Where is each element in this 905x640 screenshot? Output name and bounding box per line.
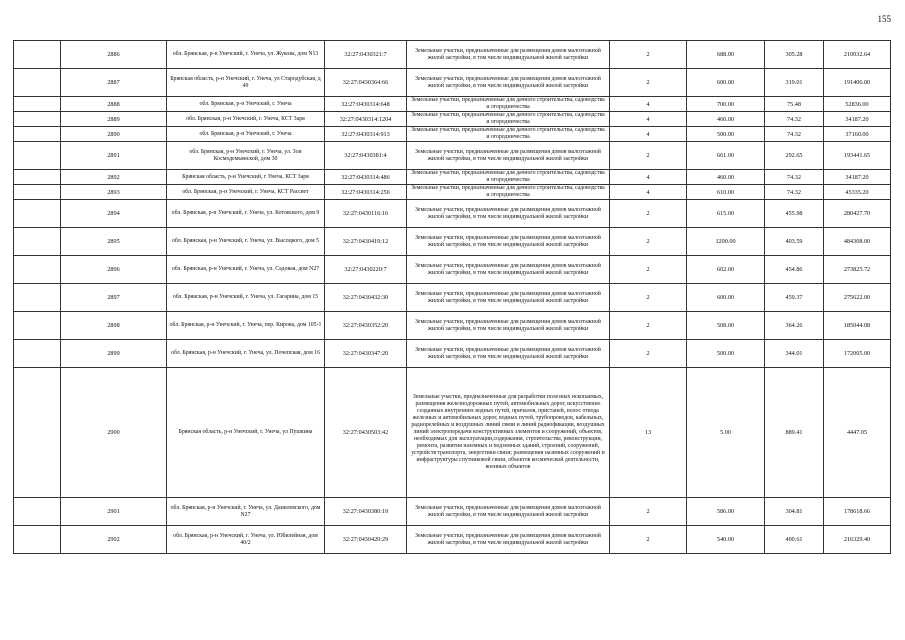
area-cell: 500.00	[687, 340, 765, 368]
rate-cell: 403.59	[765, 228, 824, 256]
address-cell: Брянская область, р-н Унечский, г. Унеча, ул Стародубская, д 49	[167, 69, 325, 97]
rate-cell: 319.01	[765, 69, 824, 97]
row-number: 2891	[61, 142, 167, 170]
land-use-cell: Земельные участки, предназначенные для размещения домов малоэтажной жилой застройки, в том числе индивидуальной жилой застройки	[407, 340, 610, 368]
rate-cell: 74.32	[765, 127, 824, 142]
use-code-cell: 2	[610, 228, 687, 256]
cadastral-value-cell: 34187.20	[824, 170, 891, 185]
rate-cell: 455.98	[765, 200, 824, 228]
land-use-cell: Земельные участки, предназначенные для размещения домов малоэтажной жилой застройки, в том числе индивидуальной жилой застройки	[407, 69, 610, 97]
address-cell: обл. Брянская, р-н Унечский, г. Унеча	[167, 127, 325, 142]
address-cell: обл. Брянская, р-н Унечский, г. Унеча, КСТ Заря	[167, 112, 325, 127]
cadastral-number-cell: 32:27:0430419:12	[325, 228, 407, 256]
area-cell: 460.00	[687, 170, 765, 185]
table-row	[14, 284, 891, 312]
rate-cell: 305.28	[765, 41, 824, 69]
area-cell: 5.00	[687, 368, 765, 498]
area-cell: 688.00	[687, 41, 765, 69]
use-code-cell: 2	[610, 498, 687, 526]
blank-cell	[14, 228, 61, 256]
land-use-cell: Земельные участки, предназначенные для дачного строительства, садоводства и огородничества	[407, 112, 610, 127]
cadastral-value-cell: 210032.64	[824, 41, 891, 69]
cadastral-number-cell: 32:27:0430347:20	[325, 340, 407, 368]
use-code-cell: 4	[610, 185, 687, 200]
land-use-cell: Земельные участки, предназначенные для дачного строительства, садоводства и огородничества	[407, 127, 610, 142]
blank-cell	[14, 97, 61, 112]
row-number: 2893	[61, 185, 167, 200]
blank-cell	[14, 312, 61, 340]
row-number: 2901	[61, 498, 167, 526]
table-row	[14, 97, 891, 112]
address-cell: Брянская область, р-н Унечский, г Унеча, КСТ Заря	[167, 170, 325, 185]
row-number: 2900	[61, 368, 167, 498]
use-code-cell: 4	[610, 127, 687, 142]
address-cell: обл. Брянская, р-н Унечский, г. Унеча, ул. Гагарина, дом 15	[167, 284, 325, 312]
use-code-cell: 2	[610, 256, 687, 284]
land-use-cell: Земельные участки, предназначенные для дачного строительства, садоводства и огородничества	[407, 185, 610, 200]
cadastral-value-cell: 37160.00	[824, 127, 891, 142]
rate-cell: 344.01	[765, 340, 824, 368]
blank-cell	[14, 69, 61, 97]
area-cell: 508.00	[687, 312, 765, 340]
page-number: 155	[877, 14, 891, 24]
use-code-cell: 4	[610, 97, 687, 112]
area-cell: 602.00	[687, 256, 765, 284]
blank-cell	[14, 41, 61, 69]
row-number: 2895	[61, 228, 167, 256]
area-cell: 700.00	[687, 97, 765, 112]
table-row	[14, 498, 891, 526]
rate-cell: 74.32	[765, 185, 824, 200]
table-row	[14, 142, 891, 170]
table-body	[14, 41, 891, 554]
address-cell: обл. Брянская, р-н Унечский, г. Унеча, КСТ Рассвет	[167, 185, 325, 200]
row-number: 2902	[61, 526, 167, 554]
cadastral-value-cell: 280427.70	[824, 200, 891, 228]
blank-cell	[14, 200, 61, 228]
table-row	[14, 127, 891, 142]
address-cell: обл. Брянская, р-н Унечский, г. Унеча, ул. Зои Космодемьянской, дом 30	[167, 142, 325, 170]
address-cell: обл. Брянская, р-н Унечский, г. Унеча, ул. Жукова, дом N13	[167, 41, 325, 69]
use-code-cell: 13	[610, 368, 687, 498]
cadastral-number-cell: 32:27:0430352:20	[325, 312, 407, 340]
cadastral-number-cell: 32:27:0430116:16	[325, 200, 407, 228]
cadastral-number-cell: 32:27:0430314:913	[325, 127, 407, 142]
rate-cell: 364.26	[765, 312, 824, 340]
cadastral-value-cell: 52836.00	[824, 97, 891, 112]
address-cell: обл. Брянская, р-н Унечский, г. Унеча, ул. Котовского, дом 9	[167, 200, 325, 228]
address-cell: обл. Брянская, р-н Унечский, г. Унеча, ул. Садовая, дом N27	[167, 256, 325, 284]
row-number: 2889	[61, 112, 167, 127]
table-row	[14, 69, 891, 97]
land-use-cell: Земельные участки, предназначенные для дачного строительства, садоводства и огородничества	[407, 170, 610, 185]
land-use-cell: Земельные участки, предназначенные для дачного строительства, садоводства и огородничества	[407, 97, 610, 112]
cadastral-value-cell: 34187.20	[824, 112, 891, 127]
land-use-cell: Земельные участки, предназначенные для размещения домов малоэтажной жилой застройки, в том числе индивидуальной жилой застройки	[407, 228, 610, 256]
blank-cell	[14, 112, 61, 127]
address-cell: обл. Брянская, р-н Унечский, г. Унеча, ул. Данилевского, дом N27	[167, 498, 325, 526]
area-cell: 586.00	[687, 498, 765, 526]
table-row	[14, 228, 891, 256]
land-use-cell: Земельные участки, предназначенные для размещения домов малоэтажной жилой застройки, в том числе индивидуальной жилой застройки	[407, 284, 610, 312]
address-cell: обл. Брянская, р-н Унечский, г. Унеча	[167, 97, 325, 112]
use-code-cell: 2	[610, 41, 687, 69]
cadastral-number-cell: 32:27:0430314:256	[325, 185, 407, 200]
table-row	[14, 256, 891, 284]
table-row	[14, 368, 891, 498]
table-row	[14, 200, 891, 228]
blank-cell	[14, 368, 61, 498]
land-use-cell: Земельные участки, предназначенные для разработки полезных ископаемых, размещения железнодорожных путей, автомобильных дорог, искусственно созданных внутренних водных путей, причалов, пристаней, полос отвода железных и автомобильных дорог, водных путей, трубопроводов, кабельных, радиорелейных и воздушных линий связи и линий радиофикации, воздушных линий электропередачи конструктивных элементов и сооружений, объектов, необходимых для эксплуатации,содержания, строительства, реконструкции, ремонта, развития наземных и подземных зданий, строений, сооружений, устройств транспорта, энергетики связи; размещения наземных сооружений и инфраструктуры спутниковой связи, объектов космической деятельности, военных объектов	[407, 368, 610, 498]
cadastral-number-cell: 32:27:0430420:29	[325, 526, 407, 554]
address-cell: обл. Брянская, р-н Унечский, г. Унеча, ул. Почепская, дом 16	[167, 340, 325, 368]
rate-cell: 75.48	[765, 97, 824, 112]
row-number: 2899	[61, 340, 167, 368]
cadastral-number-cell: 32:27:0430432:30	[325, 284, 407, 312]
cadastral-value-cell: 4447.05	[824, 368, 891, 498]
land-plots-table	[13, 40, 891, 554]
cadastral-number-cell: 32:27:0430314:648	[325, 97, 407, 112]
use-code-cell: 2	[610, 69, 687, 97]
table-row	[14, 170, 891, 185]
row-number: 2898	[61, 312, 167, 340]
land-use-cell: Земельные участки, предназначенные для размещения домов малоэтажной жилой застройки, в том числе индивидуальной жилой застройки	[407, 256, 610, 284]
use-code-cell: 4	[610, 112, 687, 127]
area-cell: 615.00	[687, 200, 765, 228]
area-cell: 460.00	[687, 112, 765, 127]
cadastral-number-cell: 32:27:0430380:19	[325, 498, 407, 526]
cadastral-number-cell: 32:27:0430364:66	[325, 69, 407, 97]
table-row	[14, 312, 891, 340]
cadastral-value-cell: 216329.40	[824, 526, 891, 554]
cadastral-value-cell: 484308.00	[824, 228, 891, 256]
row-number: 2886	[61, 41, 167, 69]
cadastral-value-cell: 273825.72	[824, 256, 891, 284]
blank-cell	[14, 340, 61, 368]
blank-cell	[14, 498, 61, 526]
address-cell: Брянская область, р-н Унечский, г. Унеча, ул Пушкина	[167, 368, 325, 498]
row-number: 2888	[61, 97, 167, 112]
address-cell: обл. Брянская, р-н Унечский, г. Унеча, ул. Высоцкого, дом 5	[167, 228, 325, 256]
row-number: 2887	[61, 69, 167, 97]
use-code-cell: 4	[610, 170, 687, 185]
cadastral-value-cell: 178618.66	[824, 498, 891, 526]
table-row	[14, 526, 891, 554]
row-number: 2896	[61, 256, 167, 284]
land-use-cell: Земельные участки, предназначенные для размещения домов малоэтажной жилой застройки, в том числе индивидуальной жилой застройки	[407, 526, 610, 554]
area-cell: 600.00	[687, 69, 765, 97]
address-cell: обл. Брянская, р-н Унечский, г. Унеча, пер. Кирова, дом 105-1	[167, 312, 325, 340]
blank-cell	[14, 284, 61, 312]
use-code-cell: 2	[610, 312, 687, 340]
cadastral-value-cell: 193441.65	[824, 142, 891, 170]
area-cell: 600.00	[687, 284, 765, 312]
blank-cell	[14, 127, 61, 142]
row-number: 2894	[61, 200, 167, 228]
rate-cell: 292.65	[765, 142, 824, 170]
use-code-cell: 2	[610, 200, 687, 228]
blank-cell	[14, 256, 61, 284]
area-cell: 500.00	[687, 127, 765, 142]
area-cell: 1200.00	[687, 228, 765, 256]
land-use-cell: Земельные участки, предназначенные для размещения домов малоэтажной жилой застройки, в том числе индивидуальной жилой застройки	[407, 312, 610, 340]
row-number: 2890	[61, 127, 167, 142]
blank-cell	[14, 142, 61, 170]
use-code-cell: 2	[610, 526, 687, 554]
rate-cell: 74.32	[765, 112, 824, 127]
table-row	[14, 340, 891, 368]
rate-cell: 74.32	[765, 170, 824, 185]
land-use-cell: Земельные участки, предназначенные для размещения домов малоэтажной жилой застройки, в том числе индивидуальной жилой застройки	[407, 200, 610, 228]
rate-cell: 400.61	[765, 526, 824, 554]
row-number: 2897	[61, 284, 167, 312]
rate-cell: 459.37	[765, 284, 824, 312]
cadastral-number-cell: 32:27:0430220:7	[325, 256, 407, 284]
cadastral-value-cell: 185044.08	[824, 312, 891, 340]
use-code-cell: 2	[610, 284, 687, 312]
blank-cell	[14, 185, 61, 200]
cadastral-value-cell: 172005.00	[824, 340, 891, 368]
rate-cell: 304.81	[765, 498, 824, 526]
use-code-cell: 2	[610, 340, 687, 368]
land-use-cell: Земельные участки, предназначенные для размещения домов малоэтажной жилой застройки, в том числе индивидуальной жилой застройки	[407, 41, 610, 69]
cadastral-number-cell: 32:27:0430503:42	[325, 368, 407, 498]
cadastral-value-cell: 191406.00	[824, 69, 891, 97]
blank-cell	[14, 526, 61, 554]
row-number: 2892	[61, 170, 167, 185]
area-cell: 540.00	[687, 526, 765, 554]
land-use-cell: Земельные участки, предназначенные для размещения домов малоэтажной жилой застройки, в том числе индивидуальной жилой застройки	[407, 142, 610, 170]
table-row	[14, 185, 891, 200]
cadastral-number-cell: 32:27:0430381:4	[325, 142, 407, 170]
cadastral-number-cell: 32:27:0430314:1204	[325, 112, 407, 127]
blank-cell	[14, 170, 61, 185]
use-code-cell: 2	[610, 142, 687, 170]
table-row	[14, 112, 891, 127]
cadastral-number-cell: 32:27:0430321:7	[325, 41, 407, 69]
land-use-cell: Земельные участки, предназначенные для размещения домов малоэтажной жилой застройки, в том числе индивидуальной жилой застройки	[407, 498, 610, 526]
cadastral-value-cell: 275622.00	[824, 284, 891, 312]
rate-cell: 454.86	[765, 256, 824, 284]
area-cell: 610.00	[687, 185, 765, 200]
address-cell: обл. Брянская, р-н Унечский, г. Унеча, ул. Юбилейная, дом 40/2	[167, 526, 325, 554]
cadastral-value-cell: 45335.20	[824, 185, 891, 200]
cadastral-number-cell: 32:27:0430314:486	[325, 170, 407, 185]
area-cell: 661.00	[687, 142, 765, 170]
table-row	[14, 41, 891, 69]
rate-cell: 889.41	[765, 368, 824, 498]
